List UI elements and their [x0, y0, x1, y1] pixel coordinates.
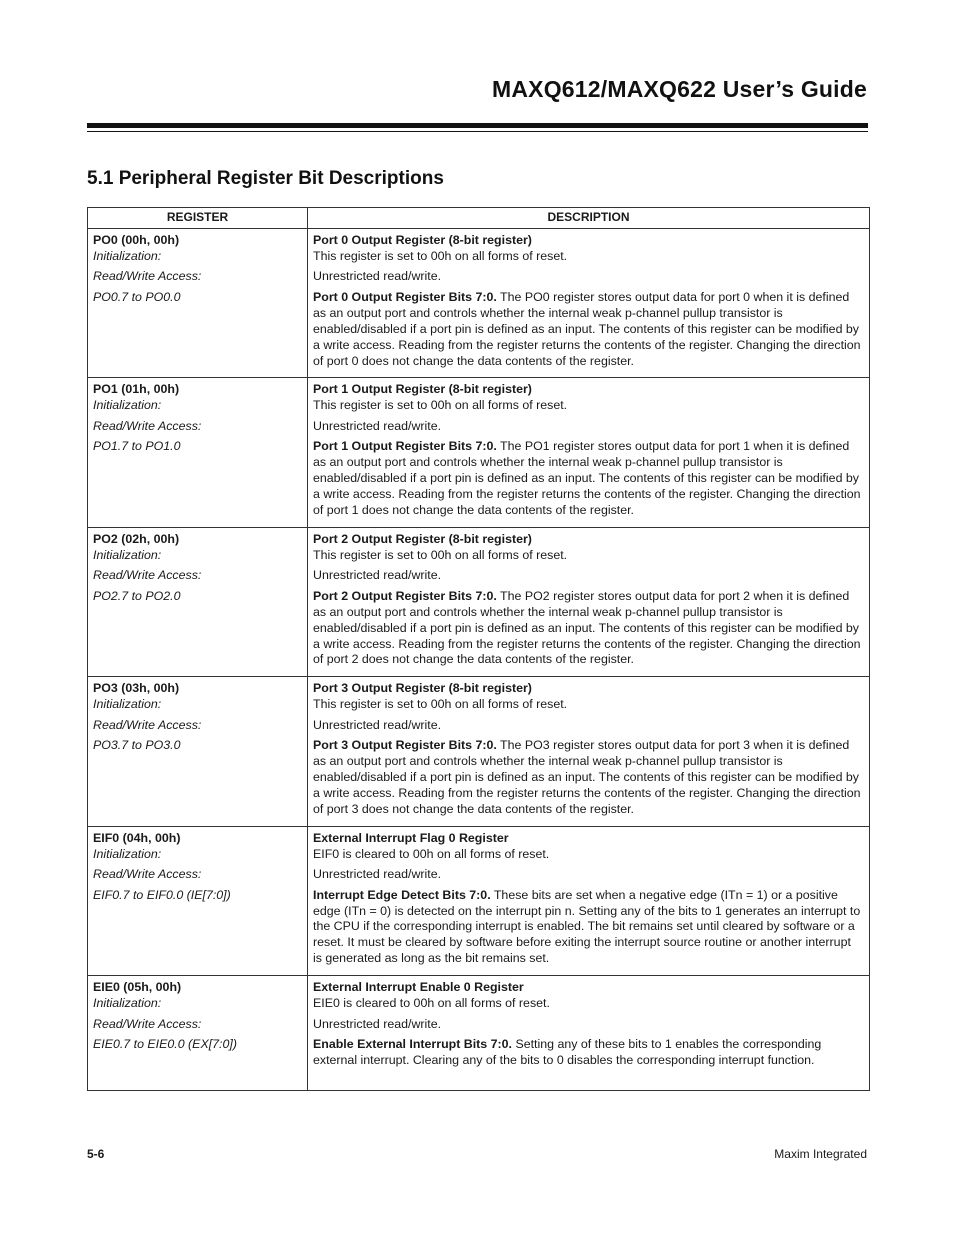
description-title: Port 3 Output Register (8-bit register)	[313, 681, 532, 696]
table-row	[88, 378, 870, 527]
title-rule-thick	[87, 123, 868, 128]
register-name: PO2 (02h, 00h)	[93, 531, 180, 546]
bits-title: Port 3 Output Register Bits 7:0.	[313, 738, 497, 753]
description-cell	[308, 976, 870, 1091]
access-label: Read/Write Access:	[93, 867, 202, 882]
register-table	[87, 207, 870, 1091]
access-text: Unrestricted read/write.	[313, 867, 442, 882]
bits-label: PO3.7 to PO3.0	[93, 738, 181, 753]
description-title: External Interrupt Flag 0 Register	[313, 830, 509, 845]
register-name: PO0 (00h, 00h)	[93, 233, 180, 247]
initialization-label: Initialization:	[93, 697, 162, 712]
table-header-row	[88, 208, 870, 229]
table-row	[88, 527, 870, 676]
register-name: EIE0 (05h, 00h)	[93, 980, 182, 995]
register-name: PO1 (01h, 00h)	[93, 382, 180, 397]
register-cell	[88, 229, 308, 378]
initialization-text: This register is set to 00h on all forms of reset.	[313, 398, 568, 413]
access-label: Read/Write Access:	[93, 568, 202, 583]
bits-title: Port 0 Output Register Bits 7:0.	[313, 289, 497, 304]
description-title: Port 1 Output Register (8-bit register)	[313, 382, 532, 397]
bits-text: The PO3 register stores output data for port 3 when it is defined as an output port and controls whether the internal weak p-channel pullup transistor is enabled/disabled if a port pin is defined as an input. The contents of this register can be modified by a write access. Reading from the register returns the contents of the register. Changing the direction of port 3 does not change the data contents of the register.	[313, 738, 861, 816]
register-cell	[88, 527, 308, 676]
bits-label: PO2.7 to PO2.0	[93, 588, 181, 603]
description-title: External Interrupt Enable 0 Register	[313, 980, 524, 995]
table-row	[88, 677, 870, 826]
access-text: Unrestricted read/write.	[313, 568, 442, 583]
description-title: Port 2 Output Register (8-bit register)	[313, 531, 532, 546]
bits-title: Interrupt Edge Detect Bits 7:0.	[313, 887, 491, 902]
access-text: Unrestricted read/write.	[313, 1016, 442, 1031]
description-cell	[308, 527, 870, 676]
description-cell	[308, 677, 870, 826]
column-header-register: REGISTER	[88, 208, 308, 229]
access-text: Unrestricted read/write.	[313, 418, 442, 433]
access-label: Read/Write Access:	[93, 717, 202, 732]
bits-label: EIF0.7 to EIF0.0 (IE[7:0])	[93, 887, 231, 902]
description-title: Port 0 Output Register (8-bit register)	[313, 233, 532, 247]
bits-title: Port 2 Output Register Bits 7:0.	[313, 588, 497, 603]
initialization-text: This register is set to 00h on all forms of reset.	[313, 697, 568, 712]
initialization-text: EIE0 is cleared to 00h on all forms of reset.	[313, 996, 550, 1011]
initialization-text: This register is set to 00h on all forms of reset.	[313, 248, 568, 263]
bits-text: The PO1 register stores output data for port 1 when it is defined as an output port and controls whether the internal weak p-channel pullup transistor is enabled/disabled if a port pin is defined as an input. The contents of this register can be modified by a write access. Reading from the register returns the contents of the register. Changing the direction of port 1 does not change the data contents of the register.	[313, 439, 861, 517]
description-cell	[308, 826, 870, 975]
bits-label: PO0.7 to PO0.0	[93, 289, 181, 304]
table-row	[88, 976, 870, 1091]
access-label: Read/Write Access:	[93, 418, 202, 433]
access-label: Read/Write Access:	[93, 1016, 202, 1031]
bits-text: The PO0 register stores output data for port 0 when it is defined as an output port and controls whether the internal weak p-channel pullup transistor is enabled/disabled if a port pin is defined as an input. The contents of this register can be modified by a write access. Reading from the register returns the contents of the register. Changing the direction of port 0 does not change the data contents of the register.	[313, 289, 861, 368]
bits-description	[313, 1037, 863, 1069]
description-cell	[308, 378, 870, 527]
table-row	[88, 826, 870, 975]
initialization-text: EIF0 is cleared to 00h on all forms of reset.	[313, 846, 550, 861]
bits-text: The PO2 register stores output data for port 2 when it is defined as an output port and controls whether the internal weak p-channel pullup transistor is enabled/disabled if a port pin is defined as an input. The contents of this register can be modified by a write access. Reading from the register returns the contents of the register. Changing the direction of port 2 does not change the data contents of the register.	[313, 588, 861, 667]
bits-description	[313, 439, 863, 519]
footer-company: Maxim Integrated	[774, 1147, 867, 1161]
initialization-label: Initialization:	[93, 398, 162, 413]
bits-text: These bits are set when a negative edge (ITn = 1) or a positive edge (ITn = 0) is detected on the interrupt pin n. Setting any of the bits to 1 generates an interrupt to the CPU if the corresponding interrupt is enabled. The bit remains set until cleared by software or a reset. It must be cleared by software before exiting the interrupt source routine or another interrupt is generated as long as the bit remains set.	[313, 887, 861, 966]
initialization-label: Initialization:	[93, 846, 162, 861]
initialization-label: Initialization:	[93, 248, 162, 263]
title-rule-thin	[87, 131, 868, 132]
bits-description	[313, 589, 863, 669]
bits-description	[313, 888, 863, 968]
initialization-label: Initialization:	[93, 996, 162, 1011]
initialization-text: This register is set to 00h on all forms of reset.	[313, 547, 568, 562]
bits-label: EIE0.7 to EIE0.0 (EX[7:0])	[93, 1037, 237, 1052]
bits-description	[313, 290, 863, 370]
page-number: 5-6	[87, 1147, 105, 1161]
register-cell	[88, 826, 308, 975]
bits-title: Port 1 Output Register Bits 7:0.	[313, 439, 497, 454]
access-text: Unrestricted read/write.	[313, 717, 442, 732]
bits-label: PO1.7 to PO1.0	[93, 439, 181, 454]
table-row	[88, 229, 870, 378]
register-cell	[88, 378, 308, 527]
register-name: EIF0 (04h, 00h)	[93, 830, 181, 845]
register-cell	[88, 677, 308, 826]
bits-title: Enable External Interrupt Bits 7:0.	[313, 1037, 512, 1052]
register-cell	[88, 976, 308, 1091]
register-name: PO3 (03h, 00h)	[93, 681, 180, 696]
document-title: MAXQ612/MAXQ622 User’s Guide	[491, 76, 867, 102]
bits-description	[313, 738, 863, 818]
access-label: Read/Write Access:	[93, 269, 202, 284]
column-header-description: DESCRIPTION	[308, 208, 870, 229]
section-heading: 5.1 Peripheral Register Bit Descriptions	[87, 168, 444, 189]
bits-text: Setting any of these bits to 1 enables the corresponding external interrupt. Clearing any of the bits to 0 disables the corresponding interrupt function.	[313, 1037, 822, 1067]
access-text: Unrestricted read/write.	[313, 269, 442, 284]
description-cell	[308, 229, 870, 378]
initialization-label: Initialization:	[93, 547, 162, 562]
